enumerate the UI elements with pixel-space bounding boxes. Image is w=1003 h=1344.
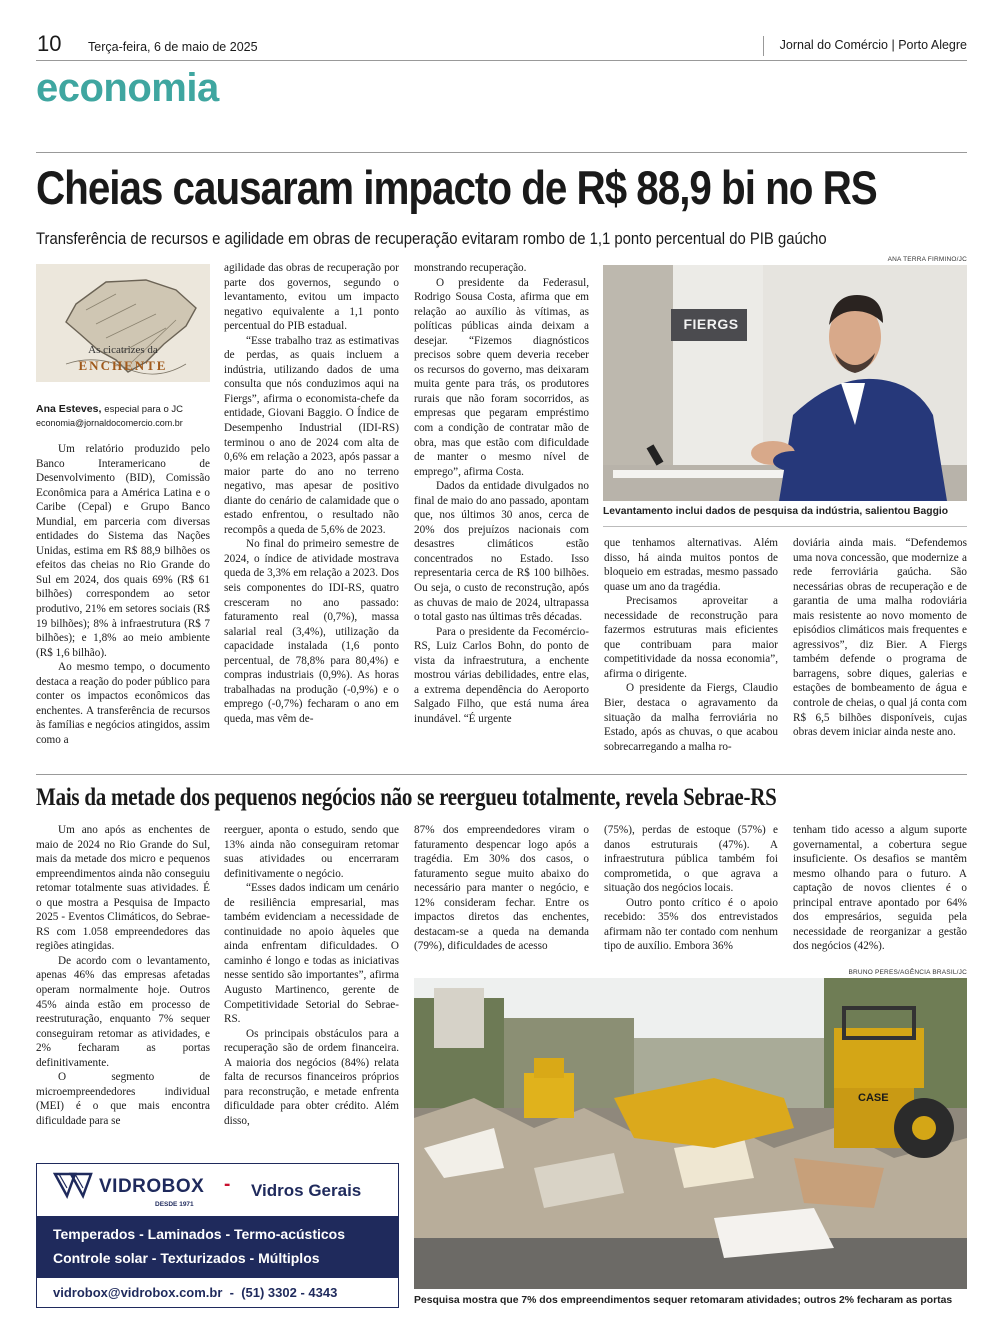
article2-col4: [604, 823, 778, 963]
newspaper-name: Jornal do Comércio | Porto Alegre: [779, 38, 967, 52]
paragraph: De acordo com o levantamento, apenas 46% das empresas afetadas operam normalmente hoje. Outros 45% ainda estão em processo de reestruturação, enquanto 7% sequer conseguiram retomar as atividades, e 2% fecharam as portas definitivamente.: [36, 954, 210, 1069]
article1-col2: [224, 261, 399, 764]
photo-credit: ANA TERRA FIRMINO/JC: [887, 256, 967, 263]
paragraph: O segmento de microempreendedores individual (MEI) é o que mais encontra dificuldade para se: [36, 1071, 210, 1127]
ad-products-line1: Temperados - Laminados - Termo-acústicos: [53, 1226, 345, 1242]
ad-brand: VIDROBOX: [99, 1176, 205, 1197]
photo2-credit: BRUNO PERES/AGÊNCIA BRASIL/JC: [848, 969, 967, 976]
article1-col5: [793, 536, 967, 764]
author-name: Ana Esteves,: [36, 403, 102, 415]
paragraph: O presidente da Federasul, Rodrigo Sousa Costa, afirma que em relação ao auxílio às vítimas, as políticas públicas ainda deixam a desejar. “Fizemos diagnósticos precisos sobre quem deveria receber os recursos do governo, mas deixaram muita gente para trás, os produtores rurais que não foram socorridos, as empresas que pegaram empréstimo com a condição de contratar mão de obra, mas que estão com dificuldade de manter o mesmo nível de emprego”, afirma Costa.: [414, 276, 589, 478]
article2-col1: [36, 823, 210, 1145]
series-logo-line2: ENCHENTE: [78, 358, 168, 373]
article-headline: Cheias causaram impacto de R$ 88,9 bi no RS: [36, 161, 877, 214]
header-divider: [763, 36, 764, 56]
fiergs-wall-logo: FIERGS: [683, 316, 739, 332]
header-rule: [36, 60, 967, 61]
page-number: 10: [37, 31, 62, 56]
baggio-photo: [603, 265, 967, 501]
ad-products-line2: Controle solar - Texturizados - Múltiplos: [53, 1250, 320, 1266]
paragraph: que tenhamos alternativas. Além disso, há ainda muitos pontos de bloqueio em estradas, mesmo passado quase um ano da tragédia.: [604, 537, 778, 593]
caption-rule: [603, 526, 967, 527]
paragraph: Um relatório produzido pelo Banco Interamericano de Desenvolvimento (BID), Comissão Econômica para a América Latina e o Caribe (Cepal) e Grupo Banco Mundial, em parceria com diversas entidades do Sistema das Nações Unidas, estima em R$ 88,9 bilhões os efeitos das cheias no Rio Grande do Sul em 2024, dos quais 69% (R$ 61 bilhões) correspondem ao setor produtivo, 21% em setores sociais (R$ 19 bilhões); 8% à infraestrutura (R$ 7 bilhões); e 1,8% ao meio ambiente (R$ 1,6 bilhão).: [36, 443, 210, 659]
paragraph: No final do primeiro semestre de 2024, o índice de atividade mostrava queda de 3,3% em relação a 2023. Dos seis componentes do IDI-RS, quatro cresceram no ano passado: faturamento real (0,7%), massa salarial real (3,4%), utilização da capacidade instalada (1,6 ponto percentual, de 78,8% para 80,4%) e compras industriais (0,9%). As horas trabalhadas na produção (-0,9%) e o emprego (-0,7%) fecharam o ano em queda, mas vêm de-: [224, 538, 399, 725]
author-role: especial para o JC: [104, 404, 183, 415]
paragraph: Os principais obstáculos para a recuperação são de ordem financeira. A maioria dos negócios (84%) relata falta de recursos financeiros próprios para reconstrução, e metade enfrenta dificuldade para obter crédito. Além disso,: [224, 1027, 399, 1127]
page-date: Terça-feira, 6 de maio de 2025: [88, 40, 258, 54]
byline: [36, 403, 183, 415]
ad-since: DESDE 1971: [155, 1201, 194, 1208]
article1-col1: [36, 442, 210, 764]
paragraph: 87% dos empreendedores viram o faturamento despencar logo após a tragédia. Em 30% dos casos, o faturamento segue muito abaixo do necessário para manter o negócio, e 12% consideram fechar. Entre os impactos diretos das enchentes, destacam-se a queda na demanda (79%), dificuldades de acesso: [414, 824, 589, 953]
series-logo: [36, 264, 210, 382]
photo-caption: Levantamento inclui dados de pesquisa da indústria, salientou Baggio: [603, 506, 949, 517]
article2-headline: Mais da metade dos pequenos negócios não se reergueu totalmente, revela Sebrae-RS: [36, 784, 777, 811]
paragraph: Dados da entidade divulgados no final de maio do ano passado, apontam que, nos últimos 30 anos, cerca de 20% dos prejuízos nacionais com desastres climáticos estão concentrados no Estado. Isso representaria cerca de R$ 100 bilhões. Ou seja, o custo de reconstrução, após as chuvas de maio de 2024, ultrapassa o total gasto nas últimas três décadas.: [414, 480, 589, 624]
article2-col2: [224, 823, 399, 1145]
paragraph: tenham tido acesso a algum suporte governamental, a cobertura segue insuficiente. Os desafios se mantêm mesmo olhando para o futuro. A captação de novos clientes é o principal entrave apontado por 64% dos empresários, seguida pela necessidade de reorganizar a gestão dos negócios (42%).: [793, 824, 967, 953]
paragraph: “Esses dados indicam um cenário de resiliência empresarial, mas também evidenciam a necessidade de continuidade no apoio àqueles que ainda enfrentam dificuldades. O caminho é longo e todas as iniciativas nesse sentido são importantes”, afirma Augusto Martinenco, gerente de Competitividade Setorial do Sebrae-RS.: [224, 882, 399, 1026]
paragraph: Outro ponto crítico é o apoio recebido: 35% dos entrevistados afirmam não ter contado com nenhum tipo de auxílio. Embora 36%: [604, 896, 778, 953]
ad-tagline: Vidros Gerais: [251, 1181, 362, 1200]
paragraph: Um ano após as enchentes de maio de 2024 no Rio Grande do Sul, mais da metade dos micro e pequenos empreendimentos ainda não conseguiu retomar totalmente suas atividades. É o que mostra a Pesquisa de Impacto 2025 - Eventos Climáticos, do Sebrae-RS com 1.058 empreendedores das regiões atingidas.: [36, 824, 210, 953]
photo2-caption: Pesquisa mostra que 7% dos empreendimentos sequer retomaram atividades; outros 2% fecharam as portas: [414, 1295, 953, 1306]
flood-debris-photo: [414, 978, 967, 1289]
article2-col5: [793, 823, 967, 963]
vidrobox-logo-icon: [53, 1170, 99, 1200]
paragraph: (75%), perdas de estoque (57%) e danos estruturais (47%). A infraestrutura pública também foi comprometida, o que agrava a situação dos negócios locais.: [604, 824, 778, 895]
article-subheadline: Transferência de recursos e agilidade em obras de recuperação evitaram rombo de 1,1 ponto percentual do PIB gaúcho: [36, 229, 827, 248]
photo-scene: [603, 265, 967, 501]
article2-col3: [414, 823, 589, 963]
machine-label: CASE: [858, 1092, 889, 1104]
paragraph: Para o presidente da Fecomércio-RS, Luiz Carlos Bohn, do ponto de vista da infraestrutura, a enchente mostrou várias debilidades, entre elas, a extrema dependência do Aeroporto Salgado Filho, que está numa área inundável. “É urgente: [414, 625, 589, 725]
section-rule: [36, 152, 967, 153]
article1-col4: [604, 536, 778, 764]
author-email[interactable]: economia@jornaldocomercio.com.br: [36, 418, 183, 428]
paragraph: doviária ainda mais. “Defendemos uma nova concessão, que modernize a rede ferroviária gaúcha. São necessárias obras de recuperação e de garantia de uma malha rodoviária mais resistente ao novo momento de episódios climáticos mais frequentes e agressivos”, diz Bier. A Fiergs também defende o programa de barragens, sobre diques, galerias e estações de bombeamento de água e controle de cheias, o qual já conta com R$ 6,5 bilhões disponíveis, cujas obras devem iniciar ainda neste ano.: [793, 537, 967, 739]
section-title: economia: [36, 66, 219, 110]
ad-dash: -: [224, 1174, 231, 1195]
paragraph: monstrando recuperação.: [414, 262, 527, 274]
series-logo-line1: As cicatrizes da: [88, 344, 158, 356]
paragraph: Precisamos aproveitar a necessidade de reconstrução para fazermos estruturas mais eficientes que contribuam para maior competitividade da nossa economia”, afirma o dirigente.: [604, 595, 778, 680]
paragraph: agilidade das obras de recuperação por parte dos governos, segundo o levantamento, evitou um impacto negativo equivalente a 1,1 ponto percentual do PIB estadual.: [224, 262, 399, 333]
article-divider: [36, 774, 967, 775]
ad-navy-band: [37, 1216, 398, 1278]
article1-col3: [414, 261, 589, 764]
ad-contact[interactable]: vidrobox@vidrobox.com.br - (51) 3302 - 4343: [53, 1285, 338, 1300]
paragraph: “Esse trabalho traz as estimativas de perdas, as quais incluem a indústria, utilizando dados de uma consulta que nós conduzimos aqui na Fiergs”, afirma o economista-chefe da entidade, Giovani Baggio. O Índice de Desempenho Industrial (IDI-RS) terminou o ano de 2024 com alta de 0,6% em relação a 2023, após passar a maior parte do ano no terreno negativo, mas apesar de positivo diante do cenário de calamidade que o estado enfrentou, o resultado não recompôs a queda de 5,6% de 2023.: [224, 334, 399, 536]
paragraph: reerguer, aponta o estudo, sendo que 13% ainda não conseguiram retomar suas atividades ou encerraram definitivamente o negócio.: [224, 824, 399, 880]
paragraph: Ao mesmo tempo, o documento destaca a reação do poder público para conter os impactos econômicos das enchentes. A transferência de recursos às famílias e negócios atingidos, assim como a: [36, 661, 210, 746]
debris-scene: [414, 978, 967, 1289]
paragraph: O presidente da Fiergs, Claudio Bier, destaca o agravamento da situação da malha ferroviária no Estado, após as chuvas, o que acabou sobrecarregando a malha ro-: [604, 682, 778, 753]
vidrobox-ad[interactable]: [36, 1163, 399, 1308]
